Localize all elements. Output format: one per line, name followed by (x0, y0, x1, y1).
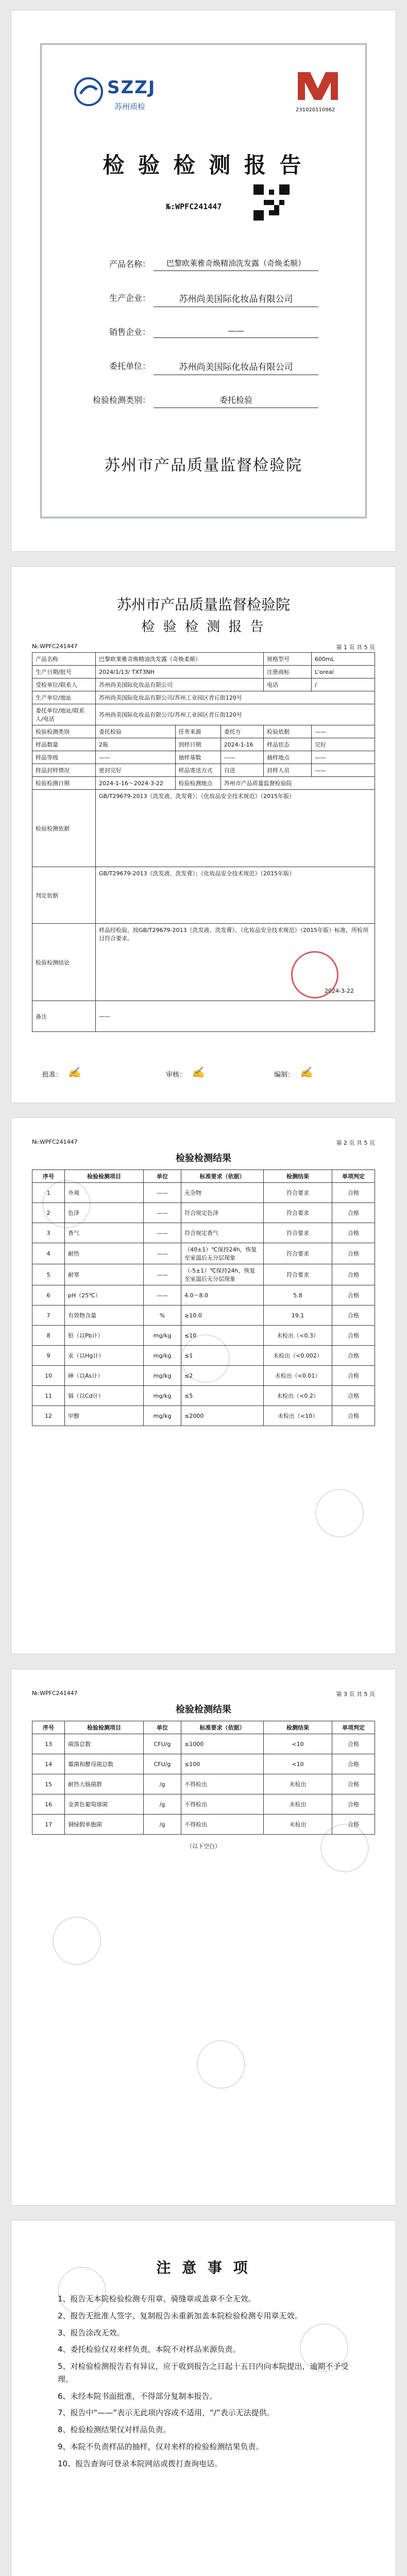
cell: 委托检验 (96, 725, 176, 738)
table-row (32, 1774, 375, 1794)
cell: 检验检测依据 (32, 790, 96, 867)
cell: 产品名称 (32, 653, 96, 666)
cell: <10 (264, 1754, 332, 1774)
cell: L'oreal (312, 666, 375, 679)
cell: 合格 (332, 1326, 375, 1346)
table-row (32, 1183, 375, 1203)
table-header (32, 1170, 375, 1183)
cell: 14 (32, 1754, 65, 1774)
table-row (32, 666, 375, 679)
table-row (32, 1326, 375, 1346)
table-row (32, 653, 375, 666)
note-item: 1、报告无本院检验检测专用章、骑缝章或盖章不全无效。 (58, 2294, 256, 2303)
cell: —— (312, 725, 375, 738)
field-value: —— (154, 326, 318, 338)
col-header: 序号 (32, 1170, 65, 1183)
cell: 有效物含量 (65, 1306, 144, 1326)
cell: 5.8 (264, 1285, 332, 1306)
cell: 2024/1/13/ TXT3NH (96, 666, 264, 679)
cell: 13 (32, 1734, 65, 1754)
cell: 生产日期/批号 (32, 666, 96, 679)
cover-field-row (89, 286, 320, 320)
cell: ≥10.0 (181, 1306, 264, 1326)
cell: GB/T29679-2013《洗发液、洗发膏》；《化妆品安全技术规范》（2015年版） (96, 790, 375, 867)
cell: 符合要求 (264, 1264, 332, 1285)
cell: 1 (32, 1183, 65, 1203)
table-row (32, 924, 375, 1001)
cell: mg/kg (144, 1386, 181, 1406)
note-item: 9、本院不负责样品的抽样，仅对来样的检验检测结果负责。 (58, 2442, 264, 2451)
watermark (53, 1917, 101, 1965)
results-page-2 (11, 1669, 396, 2205)
cell: 苏州尚美国际化妆品有限公司/苏州工业园区青丘街120号 (96, 704, 375, 725)
table-row (32, 1306, 375, 1326)
cell: 样品封样情况 (32, 764, 96, 777)
cover-field-row (89, 354, 320, 388)
cell: ≤100 (181, 1754, 264, 1774)
results-page-1 (11, 1118, 396, 1654)
cell: 注册商标 (264, 666, 312, 679)
logo-subtext: 苏州质检 (114, 102, 146, 111)
cell: —— (144, 1183, 181, 1203)
cell: mg/kg (144, 1366, 181, 1386)
approve-label: 批准： (42, 1071, 63, 1079)
cell: 未检出 (264, 1774, 332, 1794)
table-row (32, 777, 375, 790)
p2-title: 检 验 检 测 报 告 (141, 619, 266, 635)
cell: 苏州尚美国际化妆品有限公司 (96, 679, 264, 691)
sign-date: 2024-3-22 (325, 988, 354, 994)
cell: 甲醇 (65, 1406, 144, 1426)
cover-fields (89, 252, 320, 422)
cover-field-row (89, 388, 320, 422)
table-row (32, 1285, 375, 1306)
cell: 委托方 (221, 725, 263, 738)
summary-page (11, 567, 396, 1103)
cell: 外观 (65, 1183, 144, 1203)
p2-institute: 苏州市产品质量监督检验院 (116, 596, 290, 613)
cell: 未检出（<0.2） (264, 1386, 332, 1406)
cell: 砷（以As计） (65, 1366, 144, 1386)
field-value: 巴黎欧莱雅奇焕精油洗发露（奇焕柔顺） (154, 258, 318, 271)
cell: 样品数量 (32, 738, 96, 751)
cell: 3 (32, 1223, 65, 1243)
cell: 合格 (332, 1406, 375, 1426)
cell: 巴黎欧莱雅奇焕精油洗发露（奇焕柔顺） (96, 653, 264, 666)
cell: <10 (264, 1734, 332, 1754)
cell: 合格 (332, 1223, 375, 1243)
col-header: 单项判定 (332, 1170, 375, 1183)
p4-page-number: 第 3 页 共 5 页 (336, 1691, 375, 1698)
cell: 合格 (332, 1346, 375, 1366)
field-value: 委托检验 (154, 394, 318, 408)
cell: 合格 (332, 1243, 375, 1264)
cell: 符合要求 (264, 1183, 332, 1203)
field-value: 苏州尚美国际化妆品有限公司 (154, 292, 318, 307)
cell: 密封完好 (96, 764, 176, 777)
cell: —— (96, 1001, 375, 1032)
compile-signature: ✍ (300, 1066, 313, 1078)
cell: / (312, 679, 375, 691)
p4-report-number: №:WPFC241447 (32, 1690, 78, 1697)
cell: 样品寄送方式 (175, 764, 221, 777)
field-label: 销售企业： (109, 327, 150, 337)
field-value: 苏州尚美国际化妆品有限公司 (154, 360, 318, 375)
cell: 检验检测类别 (32, 725, 96, 738)
table-row (32, 1223, 375, 1243)
cell: GB/T29679-2013《洗发液、洗发膏》；《化妆品安全技术规范》（2015年版） (96, 867, 375, 924)
cell: 600mL (312, 653, 375, 666)
cell: 符合规定色泽 (181, 1203, 264, 1223)
cell: 17 (32, 1815, 65, 1835)
conclusion-text: 样品经检验，按GB/T29679-2013《洗发液、洗发膏》、《化妆品安全技术规范》（2015年版）标准，所检项目符合要求。 (99, 927, 368, 942)
cell: 不得检出 (181, 1815, 264, 1835)
col-header: 检测结果 (264, 1170, 332, 1183)
notes-page (11, 2221, 396, 2576)
cell: 7 (32, 1306, 65, 1326)
cell: 符合要求 (264, 1223, 332, 1243)
cell: （40±1）℃保持24h，恢复至室温后无分层现象 (181, 1243, 264, 1264)
end-of-table-text: （以下空白） (186, 1843, 221, 1850)
table-row (32, 738, 375, 751)
cell: 霉菌和酵母菌总数 (65, 1754, 144, 1774)
cell: 6 (32, 1285, 65, 1306)
col-header: 序号 (32, 1721, 65, 1734)
col-header: 单项判定 (332, 1721, 375, 1734)
table-row (32, 1794, 375, 1815)
cell: 不得检出 (181, 1774, 264, 1794)
cell: 合格 (332, 1815, 375, 1835)
cell: 符合规定香气 (181, 1223, 264, 1243)
table-row (32, 1346, 375, 1366)
cell: 抽样基数 (175, 751, 221, 764)
note-item: 7、报告中“——”表示无此项内容或不适用，“/”表示无法提供。 (58, 2408, 275, 2418)
cover-institute: 苏州市产品质量监督检验院 (105, 456, 302, 474)
cell: 符合要求 (264, 1243, 332, 1264)
table-row (32, 1815, 375, 1835)
cell: /g (144, 1774, 181, 1794)
cell: 11 (32, 1386, 65, 1406)
table-row (32, 751, 375, 764)
cell: ≤5 (181, 1386, 264, 1406)
logo-text: SZZJ (107, 77, 156, 98)
cell: —— (144, 1203, 181, 1223)
cell: 完好 (312, 738, 375, 751)
cell: CFU/g (144, 1754, 181, 1774)
cell: 不得检出 (181, 1794, 264, 1815)
cell: —— (144, 1285, 181, 1306)
cell: pH（25℃） (65, 1285, 144, 1306)
table-row (32, 691, 375, 704)
cell: 到样日期 (175, 738, 221, 751)
cell: ≤1000 (181, 1734, 264, 1754)
cell: 铜绿假单胞菌 (65, 1815, 144, 1835)
cell: 19.1 (264, 1306, 332, 1326)
cell: 9 (32, 1346, 65, 1366)
note-item: 2、报告无批准人签字、复制报告未重新加盖本院检验检测专用章无效。 (58, 2311, 302, 2320)
note-item: 5、对检验检测报告若有异议，应于收到报告之日起十五日内向本院提出，逾期不予受理。 (58, 2362, 349, 2384)
cma-number: 231020110962 (296, 107, 335, 113)
report-number: №:WPFC241447 (166, 202, 222, 211)
cell: 未检出（<0.01） (264, 1366, 332, 1386)
table-header (32, 1721, 375, 1734)
cell: 受检单位/联系人 (32, 679, 96, 691)
cell: 色泽 (65, 1203, 144, 1223)
col-header: 单位 (144, 1721, 181, 1734)
cover-field-row (89, 320, 320, 354)
cell: 合格 (332, 1366, 375, 1386)
cell: 抽样地点 (264, 751, 312, 764)
results-table-1 (32, 1170, 375, 1426)
szzj-logo (73, 72, 161, 118)
cell: 2 (32, 1203, 65, 1223)
cell: 16 (32, 1794, 65, 1815)
cell: ≤2 (181, 1366, 264, 1386)
cell: 检验检测日期 (32, 777, 96, 790)
cell: 电话 (264, 679, 312, 691)
table-row (32, 764, 375, 777)
cover-field-row (89, 252, 320, 286)
table-row (32, 1406, 375, 1426)
cell: 无杂物 (181, 1183, 264, 1203)
summary-table (32, 652, 375, 1032)
cell: 镉（以Cd计） (65, 1386, 144, 1406)
cell: 4.0～8.0 (181, 1285, 264, 1306)
cell: 15 (32, 1774, 65, 1794)
cell: 香气 (65, 1223, 144, 1243)
cell: —— (221, 751, 263, 764)
table-row (32, 1001, 375, 1032)
cell: 备注 (32, 1001, 96, 1032)
cell: ≤10 (181, 1326, 264, 1346)
table-row (32, 1754, 375, 1774)
cell: —— (96, 751, 176, 764)
cell: 2024-1-16 (221, 738, 263, 751)
cell: 2024-1-16～2024-3-22 (96, 777, 176, 790)
p2-page-number: 第 1 页 共 5 页 (336, 644, 375, 651)
p2-report-number: №:WPFC241447 (32, 643, 78, 650)
cell: 合格 (332, 1306, 375, 1326)
cell: 5 (32, 1264, 65, 1285)
cell: 菌落总数 (65, 1734, 144, 1754)
cell: 铅（以Pb计） (65, 1326, 144, 1346)
approve-signature: ✍ (68, 1066, 81, 1078)
col-header: 检验检测项目 (65, 1170, 144, 1183)
table-row (32, 725, 375, 738)
watermark (315, 1489, 364, 1537)
conclusion-cell (96, 924, 375, 1001)
cell: 合格 (332, 1754, 375, 1774)
cell: 8 (32, 1326, 65, 1346)
cell: —— (144, 1223, 181, 1243)
cell: 委托单位/地址/联系人/电话 (32, 704, 96, 725)
p3-title: 检验检测结果 (176, 1153, 231, 1164)
p3-report-number: №:WPFC241447 (32, 1139, 78, 1145)
cell: （-5±1）℃保持24h，恢复至室温后无分层现象 (181, 1264, 264, 1285)
note-item: 10、报告查询可登录本院网站或拨打查询电话。 (58, 2459, 223, 2468)
cover-page (11, 10, 396, 551)
cell: 苏州市产品质量监督检验院 (221, 777, 375, 790)
cell: 未检出 (264, 1794, 332, 1815)
cell: —— (312, 764, 375, 777)
signature-row (32, 1064, 375, 1084)
note-item: 8、检验检测结果仅对样品负责。 (58, 2425, 171, 2434)
cell: 合格 (332, 1203, 375, 1223)
cell: ≤2000 (181, 1406, 264, 1426)
table-row (32, 1243, 375, 1264)
cell: CFU/g (144, 1734, 181, 1754)
watermark (197, 2040, 245, 2089)
cell: 合格 (332, 1264, 375, 1285)
cell: mg/kg (144, 1406, 181, 1426)
cell: 2瓶 (96, 738, 176, 751)
cell: 自送 (221, 764, 263, 777)
field-label: 生产企业： (109, 293, 150, 303)
table-row (32, 1734, 375, 1754)
col-header: 标准要求（依据） (181, 1170, 264, 1183)
cell: 未检出（<0.002） (264, 1346, 332, 1366)
report-title: 检 验 检 测 报 告 (103, 152, 304, 178)
cell: 合格 (332, 1774, 375, 1794)
szzj-emblem-icon (73, 76, 104, 107)
cell: —— (312, 751, 375, 764)
table-row (32, 679, 375, 691)
cma-mark (290, 68, 346, 120)
cell: 12 (32, 1406, 65, 1426)
col-header: 标准要求（依据） (181, 1721, 264, 1734)
cell: 未检出（<10） (264, 1406, 332, 1426)
cell: 未检出 (264, 1815, 332, 1835)
col-header: 检验检测项目 (65, 1721, 144, 1734)
notes-title: 注 意 事 项 (156, 2259, 251, 2276)
cma-logo-icon (295, 68, 341, 104)
cell: 合格 (332, 1794, 375, 1815)
col-header: 单位 (144, 1170, 181, 1183)
review-signature: ✍ (192, 1066, 205, 1078)
p3-page-number: 第 2 页 共 5 页 (336, 1140, 375, 1146)
inspection-stamp (291, 951, 338, 998)
cell: mg/kg (144, 1326, 181, 1346)
cell: 样品状态 (264, 738, 312, 751)
cell: 检验依据 (264, 725, 312, 738)
cell: 检验检测地点 (175, 777, 221, 790)
cell: 检验检测结论 (32, 924, 96, 1001)
qr-code (253, 184, 290, 221)
cell: 合格 (332, 1734, 375, 1754)
cell: 苏州尚美国际化妆品有限公司/苏州工业园区青丘街120号 (96, 691, 375, 704)
table-row (32, 867, 375, 924)
cell: 4 (32, 1243, 65, 1264)
cell: 判定依据 (32, 867, 96, 924)
note-item: 3、报告涂改无效。 (58, 2328, 125, 2337)
field-label: 产品名称： (109, 259, 150, 269)
note-item: 4、委托检验仅对来样负责，本院不对样品来源负责。 (58, 2345, 241, 2354)
cell: ≤1 (181, 1346, 264, 1366)
cell: 耐热 (65, 1243, 144, 1264)
cell: /g (144, 1815, 181, 1835)
results-table-2 (32, 1721, 375, 1850)
cell: 合格 (332, 1183, 375, 1203)
cell: 未检出（<0.3） (264, 1326, 332, 1346)
cell: 符合要求 (264, 1203, 332, 1223)
cell: —— (144, 1243, 181, 1264)
notes-list (58, 2293, 351, 2474)
table-row (32, 790, 375, 867)
cell: 合格 (332, 1285, 375, 1306)
compile-label: 编制： (274, 1071, 295, 1079)
cell: 封样人员 (264, 764, 312, 777)
field-label: 检验检测类别： (92, 395, 150, 405)
cell: /g (144, 1794, 181, 1815)
p4-title: 检验检测结果 (176, 1704, 231, 1715)
cell: 耐热大肠菌群 (65, 1774, 144, 1794)
review-label: 审核： (166, 1071, 186, 1079)
table-row (32, 1386, 375, 1406)
table-row (32, 1203, 375, 1223)
table-row (32, 1366, 375, 1386)
col-header: 检测结果 (264, 1721, 332, 1734)
cell: 规格型号 (264, 653, 312, 666)
cell: % (144, 1306, 181, 1326)
cell: mg/kg (144, 1346, 181, 1366)
table-row (32, 704, 375, 725)
cell: 合格 (332, 1386, 375, 1406)
cell: 生产单位/地址 (32, 691, 96, 704)
field-label: 委托单位： (109, 361, 150, 371)
cell: 10 (32, 1366, 65, 1386)
cell: —— (144, 1264, 181, 1285)
note-item: 6、未经本院书面批准，不得部分复制本报告。 (58, 2391, 217, 2401)
table-row (32, 1264, 375, 1285)
cell: 样品等级 (32, 751, 96, 764)
cell: 任务来源 (175, 725, 221, 738)
cell: 耐寒 (65, 1264, 144, 1285)
cell: 汞（以Hg计） (65, 1346, 144, 1366)
cell: 金黄色葡萄球菌 (65, 1794, 144, 1815)
